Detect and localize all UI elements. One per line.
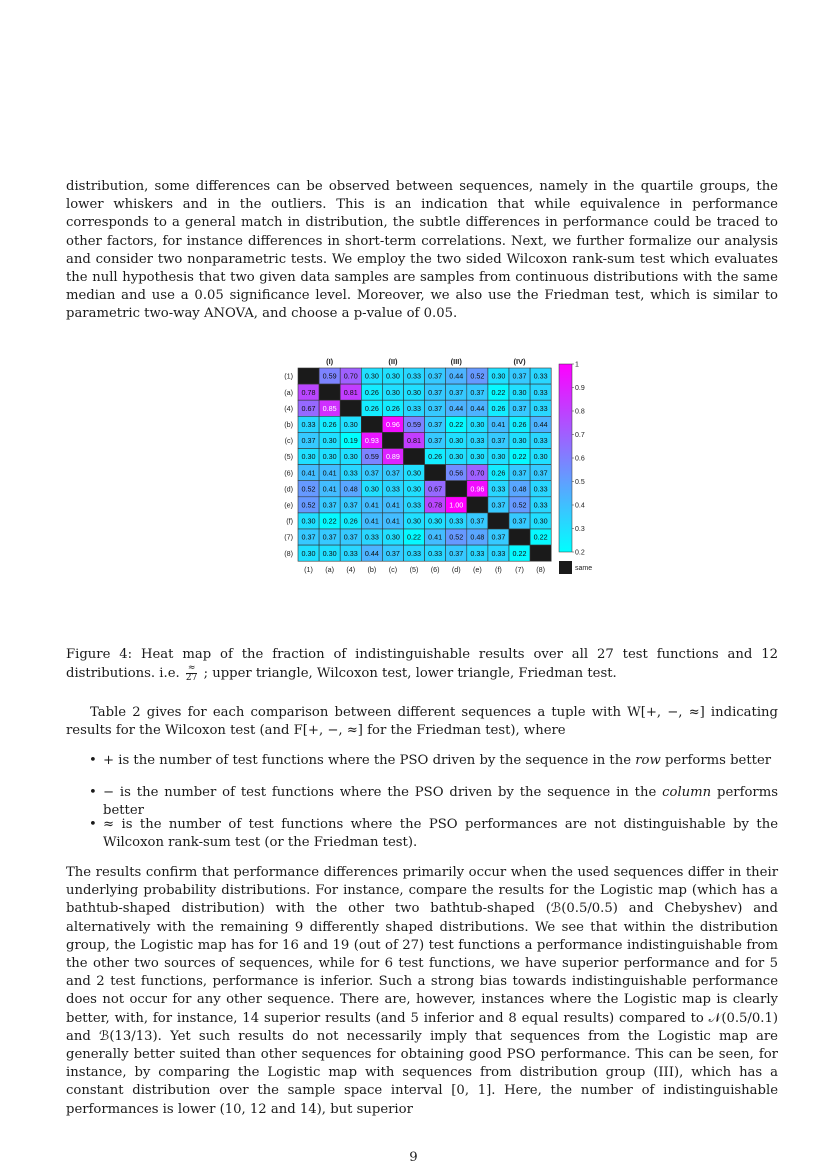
approx-over-27-fraction [186, 664, 197, 683]
cell-value-label: 0.33 [533, 371, 548, 381]
cell-value-label: 0.37 [512, 516, 527, 526]
row-label: (8) [284, 548, 293, 558]
cell-value-label: 0.22 [512, 452, 527, 462]
group-label: (III) [450, 357, 462, 366]
colorbar-tick-label: 0.8 [575, 408, 585, 416]
cell-value-label: 0.41 [491, 419, 506, 429]
cell-value-label: 0.33 [364, 532, 379, 542]
column-label: (8) [536, 565, 546, 575]
cell-value-label: 0.26 [322, 419, 337, 429]
cell-value-label: 0.30 [470, 452, 485, 462]
bullet-dot: • [89, 785, 97, 800]
paragraph-table2: Table 2 gives for each comparison between different sequences a tuple with W[+, −, ≈] indicating results for the Wilcoxon test (and F[+, −, ≈] for the Friedman test), where [66, 705, 778, 739]
column-label: (7) [515, 565, 524, 575]
cell-value-label: 0.41 [364, 500, 379, 510]
cell-value-label: 0.37 [343, 500, 358, 510]
cell-value-label: 0.26 [491, 468, 506, 478]
column-label: (d) [451, 565, 461, 575]
same-label: same [575, 565, 593, 572]
heatmap-cell [382, 432, 403, 448]
heatmap-cell [446, 481, 467, 497]
bullet-dot: • [89, 817, 97, 832]
cell-value-label: 0.33 [470, 548, 485, 558]
cell-value-label: 0.37 [343, 532, 358, 542]
cell-value-label: 0.41 [428, 532, 443, 542]
cell-value-label: 0.81 [343, 387, 358, 397]
cell-value-label: 0.37 [428, 371, 443, 381]
bullet-approx [90, 816, 778, 852]
cell-value-label: 0.33 [449, 516, 464, 526]
bullet-plus-pre: + is the number of test functions where the PSO driven by the sequence in the [103, 753, 636, 768]
cell-value-label: 0.30 [407, 516, 422, 526]
cell-value-label: 0.33 [343, 548, 358, 558]
cell-value-label: 0.37 [512, 403, 527, 413]
cell-value-label: 0.41 [301, 468, 316, 478]
cell-value-label: 0.26 [385, 403, 400, 413]
cell-value-label: 0.37 [322, 532, 337, 542]
bullet-minus-em: column [662, 785, 712, 800]
cell-value-label: 0.41 [322, 468, 337, 478]
cell-value-label: 0.37 [491, 436, 506, 446]
bullet-minus [90, 784, 778, 820]
cell-value-label: 0.30 [364, 371, 379, 381]
bullet-plus [90, 752, 778, 770]
bullet-minus-post: performs better [103, 785, 778, 819]
cell-value-label: 0.48 [512, 484, 527, 494]
cell-value-label: 0.41 [385, 500, 400, 510]
fraction-denominator: 27 [185, 673, 198, 684]
cell-value-label: 1.00 [449, 500, 464, 510]
cell-value-label: 0.37 [322, 500, 337, 510]
cell-value-label: 0.33 [407, 500, 422, 510]
cell-value-label: 0.30 [491, 452, 506, 462]
caption-main: Figure 4: Heat map of the fraction of indistinguishable results over all 27 test functions and 12 distributions. i.e. [66, 647, 778, 682]
cell-value-label: 0.30 [470, 419, 485, 429]
bullet-plus-post: performs better [660, 753, 772, 768]
colorbar-tick-label: 0.4 [575, 502, 585, 510]
cell-value-label: 0.78 [428, 500, 443, 510]
row-label: (c) [284, 436, 293, 446]
cell-value-label: 0.30 [385, 532, 400, 542]
colorbar [559, 364, 572, 552]
cell-value-label: 0.67 [428, 484, 443, 494]
cell-value-label: 0.67 [301, 403, 316, 413]
cell-value-label: 0.30 [533, 452, 548, 462]
cell-value-label: 0.30 [407, 468, 422, 478]
cell-value-label: 0.37 [533, 468, 548, 478]
column-label: (f) [495, 565, 502, 575]
cell-value-label: 0.33 [533, 387, 548, 397]
cell-value-label: 0.30 [301, 516, 316, 526]
figure-caption [66, 646, 778, 683]
cell-value-label: 0.26 [364, 403, 379, 413]
cell-value-label: 0.30 [343, 419, 358, 429]
row-label: (b) [284, 419, 293, 429]
row-label: (1) [284, 371, 293, 381]
heatmap-cell [425, 465, 446, 481]
row-label: (7) [284, 532, 293, 542]
cell-value-label: 0.30 [385, 387, 400, 397]
cell-value-label: 0.44 [533, 419, 548, 429]
cell-value-label: 0.22 [533, 532, 548, 542]
column-label: (b) [367, 565, 377, 575]
cell-value-label: 0.41 [385, 516, 400, 526]
cell-value-label: 0.30 [301, 452, 316, 462]
heatmap-figure [0, 350, 827, 600]
column-label: (5) [409, 565, 419, 575]
cell-value-label: 0.33 [470, 436, 485, 446]
cell-value-label: 0.30 [449, 436, 464, 446]
colorbar-tick-label: 1 [575, 361, 579, 369]
cell-value-label: 0.33 [407, 371, 422, 381]
cell-value-label: 0.33 [491, 484, 506, 494]
colorbar-tick-label: 0.3 [575, 526, 585, 533]
row-label: (f) [286, 516, 293, 526]
cell-value-label: 0.37 [491, 532, 506, 542]
heatmap-cell [467, 497, 488, 513]
cell-value-label: 0.30 [322, 548, 337, 558]
cell-value-label: 0.85 [322, 403, 337, 413]
cell-value-label: 0.37 [385, 548, 400, 558]
cell-value-label: 0.59 [322, 371, 337, 381]
cell-value-label: 0.33 [533, 500, 548, 510]
group-label: (IV) [513, 357, 526, 366]
cell-value-label: 0.30 [301, 548, 316, 558]
cell-value-label: 0.30 [512, 387, 527, 397]
cell-value-label: 0.30 [364, 484, 379, 494]
cell-value-label: 0.52 [512, 500, 527, 510]
cell-value-label: 0.30 [322, 436, 337, 446]
cell-value-label: 0.70 [470, 468, 485, 478]
paragraph-intro: distribution, some differences can be observed between sequences, namely in the quartile groups, the lower whiskers and in the outliers. This is an indication that while equivalence in performance corresponds to a general match in distribution, the subtle differences in performance could be traced to other factors, for instance differences in short-term correlations. Next, we further formalize our analysis and consider two nonparametric tests. We employ the two sided Wilcoxon rank-sum test which evaluates the null hypothesis that two given data samples are samples from continuous distributions with the same median and use a 0.05 significance level. Moreover, we also use the Friedman test, which is similar to parametric two-way ANOVA, and choose a p-value of 0.05. [66, 179, 778, 322]
heatmap-cell [361, 416, 382, 432]
row-label: (4) [284, 403, 293, 413]
column-label: (c) [388, 565, 398, 575]
heatmap-cell [319, 384, 340, 400]
cell-value-label: 0.52 [449, 532, 464, 542]
group-label: (I) [326, 357, 334, 366]
bullet-approx-text: ≈ is the number of test functions where the PSO performances are not distinguishable by the Wilcoxon rank-sum test (or the Friedman test). [103, 817, 778, 851]
cell-value-label: 0.37 [428, 403, 443, 413]
fraction-numerator: ≈ [187, 663, 196, 674]
cell-value-label: 0.37 [428, 436, 443, 446]
cell-value-label: 0.59 [407, 419, 422, 429]
cell-value-label: 0.26 [364, 387, 379, 397]
cell-value-label: 0.33 [533, 436, 548, 446]
cell-value-label: 0.33 [407, 548, 422, 558]
cell-value-label: 0.30 [343, 452, 358, 462]
cell-value-label: 0.41 [322, 484, 337, 494]
bullet-plus-em: row [635, 753, 661, 768]
cell-value-label: 0.52 [470, 371, 485, 381]
cell-value-label: 0.37 [364, 468, 379, 478]
cell-value-label: 0.30 [407, 387, 422, 397]
cell-value-label: 0.37 [301, 436, 316, 446]
cell-value-label: 0.48 [343, 484, 358, 494]
row-label: (d) [284, 484, 293, 494]
cell-value-label: 0.30 [533, 516, 548, 526]
cell-value-label: 0.26 [343, 516, 358, 526]
cell-value-label: 0.89 [385, 452, 400, 462]
cell-value-label: 0.33 [407, 403, 422, 413]
page-number: 9 [409, 1150, 418, 1165]
cell-value-label: 0.30 [322, 452, 337, 462]
colorbar-tick-label: 0.5 [575, 479, 585, 486]
cell-value-label: 0.37 [449, 548, 464, 558]
cell-value-label: 0.56 [449, 468, 464, 478]
cell-value-label: 0.26 [491, 403, 506, 413]
cell-value-label: 0.33 [385, 484, 400, 494]
cell-value-label: 0.30 [449, 452, 464, 462]
column-label: (1) [304, 565, 313, 575]
colorbar-tick-label: 0.2 [575, 549, 585, 557]
cell-value-label: 0.33 [533, 403, 548, 413]
column-label: (6) [430, 565, 440, 575]
cell-value-label: 0.33 [428, 548, 443, 558]
row-label: (6) [284, 468, 293, 478]
cell-value-label: 0.30 [407, 484, 422, 494]
cell-value-label: 0.41 [364, 516, 379, 526]
cell-value-label: 0.52 [301, 500, 316, 510]
heatmap-cell [404, 449, 425, 465]
cell-value-label: 0.19 [343, 436, 358, 446]
column-label: (e) [472, 565, 482, 575]
cell-value-label: 0.22 [512, 548, 527, 558]
same-swatch [559, 561, 572, 574]
cell-value-label: 0.22 [322, 516, 337, 526]
cell-value-label: 0.44 [449, 371, 464, 381]
row-label: (a) [284, 387, 293, 397]
cell-value-label: 0.30 [491, 371, 506, 381]
cell-value-label: 0.96 [470, 484, 485, 494]
group-label: (II) [388, 357, 398, 366]
cell-value-label: 0.96 [385, 419, 400, 429]
cell-value-label: 0.33 [491, 548, 506, 558]
cell-value-label: 0.44 [364, 548, 379, 558]
paragraph-results: The results confirm that performance differences primarily occur when the used sequences differ in their underlying probability distributions. For instance, compare the results for the Logistic map (which has a bathtub-shaped distribution) with the other two bathtub-shaped (ℬ(0.5/0.5) and Chebyshev) and alternatively with the remaining 9 differently shaped distributions. We see that within the distribution group, the Logistic map has for 16 and 19 (out of 27) test functions a performance indistinguishable from the other two sources of sequences, while for 6 test functions, we have superior performance and for 5 and 2 test functions, performance is inferior. Such a strong bias towards indistinguishable performance does not occur for any other sequence. There are, however, instances where the Logistic map is clearly better, with, for instance, 14 superior results (and 5 inferior and 8 equal results) compared to 𝒩(0.5/0.1) and ℬ(13/13). Yet such results do not necessarily imply that sequences from the Logistic map are generally better suited than other sequences for obtaining good PSO performance. This can be seen, for instance, by comparing the Logistic map with sequences from distribution group (III), which has a constant distribution over the sample space interval [0, 1]. Here, the number of indistinguishable performances is lower (10, 12 and 14), but superior [66, 865, 778, 1117]
cell-value-label: 0.37 [428, 419, 443, 429]
cell-value-label: 0.37 [301, 532, 316, 542]
cell-value-label: 0.37 [470, 387, 485, 397]
cell-value-label: 0.33 [533, 484, 548, 494]
cell-value-label: 0.59 [364, 452, 379, 462]
colorbar-tick-label: 0.6 [575, 455, 585, 463]
cell-value-label: 0.52 [301, 484, 316, 494]
row-label: (5) [284, 452, 293, 462]
colorbar-tick-label: 0.7 [575, 432, 585, 439]
cell-value-label: 0.22 [491, 387, 506, 397]
column-label: (4) [346, 565, 356, 575]
row-label: (e) [284, 500, 293, 510]
cell-value-label: 0.37 [470, 516, 485, 526]
heatmap-cell [530, 545, 551, 561]
heatmap-cell [298, 368, 319, 384]
bullet-minus-pre: − is the number of test functions where the PSO driven by the sequence in the [103, 785, 663, 800]
cell-value-label: 0.70 [343, 371, 358, 381]
cell-value-label: 0.37 [512, 468, 527, 478]
cell-value-label: 0.37 [449, 387, 464, 397]
column-label: (a) [325, 565, 335, 575]
cell-value-label: 0.78 [301, 387, 316, 397]
cell-value-label: 0.26 [512, 419, 527, 429]
cell-value-label: 0.37 [512, 371, 527, 381]
cell-value-label: 0.44 [470, 403, 485, 413]
cell-value-label: 0.37 [385, 468, 400, 478]
cell-value-label: 0.22 [449, 419, 464, 429]
cell-value-label: 0.37 [491, 500, 506, 510]
bullet-dot: • [89, 753, 97, 768]
cell-value-label: 0.33 [301, 419, 316, 429]
cell-value-label: 0.30 [512, 436, 527, 446]
cell-value-label: 0.37 [428, 387, 443, 397]
heatmap-cell [488, 513, 509, 529]
cell-value-label: 0.81 [407, 436, 422, 446]
cell-value-label: 0.44 [449, 403, 464, 413]
bullet-plus-text [103, 752, 778, 770]
cell-value-label: 0.33 [343, 468, 358, 478]
cell-value-label: 0.48 [470, 532, 485, 542]
cell-value-label: 0.22 [407, 532, 422, 542]
caption-tail: ; upper triangle, Wilcoxon test, lower triangle, Friedman test. [203, 666, 617, 682]
heatmap-cell [340, 400, 361, 416]
colorbar-tick-label: 0.9 [575, 385, 585, 392]
cell-value-label: 0.93 [364, 436, 379, 446]
cell-value-label: 0.26 [428, 452, 443, 462]
heatmap-cell [509, 529, 530, 545]
cell-value-label: 0.30 [428, 516, 443, 526]
cell-value-label: 0.30 [385, 371, 400, 381]
bullet-minus-text [103, 784, 778, 820]
